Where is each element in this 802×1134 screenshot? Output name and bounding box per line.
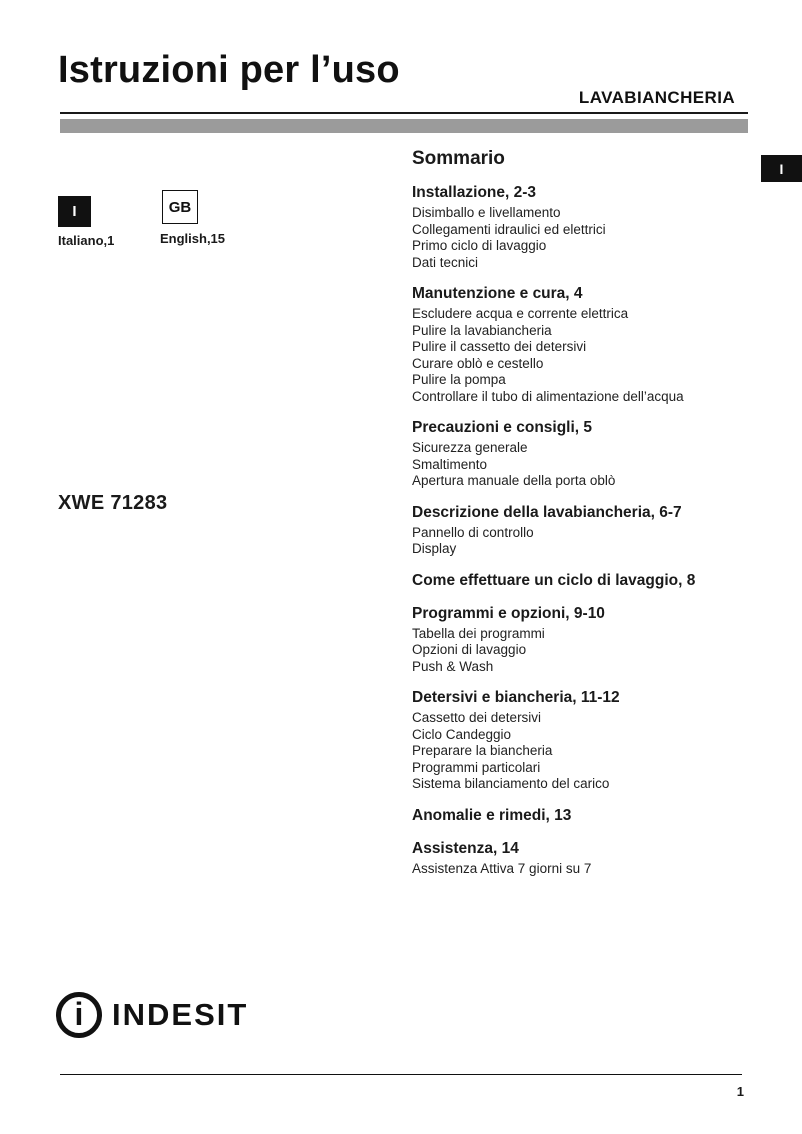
toc-item: Cassetto dei detersivi [412,710,542,725]
toc-item: Collegamenti idraulici ed elettrici [412,221,606,237]
toc-item: Tabella dei programmi [412,625,545,641]
toc-item: Smaltimento [412,456,488,472]
toc-item: Sistema bilanciamento del carico [412,776,610,791]
language-label-italian: Italiano,1 [58,233,115,248]
toc-section-title: Come effettuare un ciclo di lavaggio, 8 [412,571,696,589]
toc-section-title: Programmi e opzioni, 9-10 [412,604,605,622]
toc-item: Pulire la pompa [412,372,506,387]
table-of-contents [412,148,757,877]
toc-section-title: Assistenza, 14 [412,839,519,857]
toc-item: Programmi particolari [412,759,541,775]
appliance-type-label: LAVABIANCHERIA [578,88,735,107]
toc-item: Primo ciclo di lavaggio [412,238,547,253]
language-badge-italian: I [58,196,91,227]
toc-section-anomalie [412,806,757,826]
header-thin-rule [60,112,748,114]
toc-item: Opzioni di lavaggio [412,642,527,657]
toc-section-manutenzione [412,284,757,405]
toc-item: Display [412,541,457,556]
toc-section-title: Anomalie e rimedi, 13 [412,806,572,824]
toc-section-title: Manutenzione e cura, 4 [412,285,583,302]
toc-section-title: Installazione, 2-3 [412,184,537,201]
toc-item: Escludere acqua e corrente elettrica [412,306,629,321]
toc-section-ciclo-lavaggio [412,571,757,591]
toc-section-programmi [412,604,757,676]
footer-rule [60,1074,742,1075]
language-badge-english: GB [162,190,198,224]
toc-section-installazione [412,183,757,271]
toc-item: Apertura manuale della porta oblò [412,473,616,488]
toc-item: Preparare la biancheria [412,743,553,758]
toc-section-precauzioni [412,418,757,490]
language-label-english: English,15 [160,231,226,246]
toc-item: Dati tecnici [412,254,479,270]
brand-name: INDESIT [112,997,249,1032]
page-title: Istruzioni per l’uso [58,49,400,92]
toc-item: Pulire la lavabiancheria [412,322,552,338]
toc-section-assistenza [412,839,757,878]
toc-item: Sicurezza generale [412,440,528,455]
toc-item: Controllare il tubo di alimentazione dell’acqua [412,388,684,404]
side-language-tab: I [761,155,802,182]
header-gray-bar [60,119,748,133]
page-number: 1 [736,1084,744,1099]
toc-section-title: Descrizione della lavabiancheria, 6-7 [412,503,682,521]
toc-item: Assistenza Attiva 7 giorni su 7 [412,860,592,876]
toc-item: Push & Wash [412,658,494,674]
brand-logo-ring-icon: i [56,992,102,1038]
toc-heading: Sommario [412,148,505,169]
toc-item: Pannello di controllo [412,524,534,540]
toc-section-detersivi [412,688,757,793]
toc-section-title: Precauzioni e consigli, 5 [412,419,593,436]
toc-section-title: Detersivi e biancheria, 11-12 [412,689,620,706]
brand-logo [56,992,248,1038]
toc-item: Ciclo Candeggio [412,726,512,742]
toc-section-descrizione [412,503,757,558]
toc-item: Curare oblò e cestello [412,355,544,371]
toc-item: Pulire il cassetto dei detersivi [412,339,587,354]
toc-item: Disimballo e livellamento [412,205,561,220]
model-number: XWE 71283 [58,492,168,514]
